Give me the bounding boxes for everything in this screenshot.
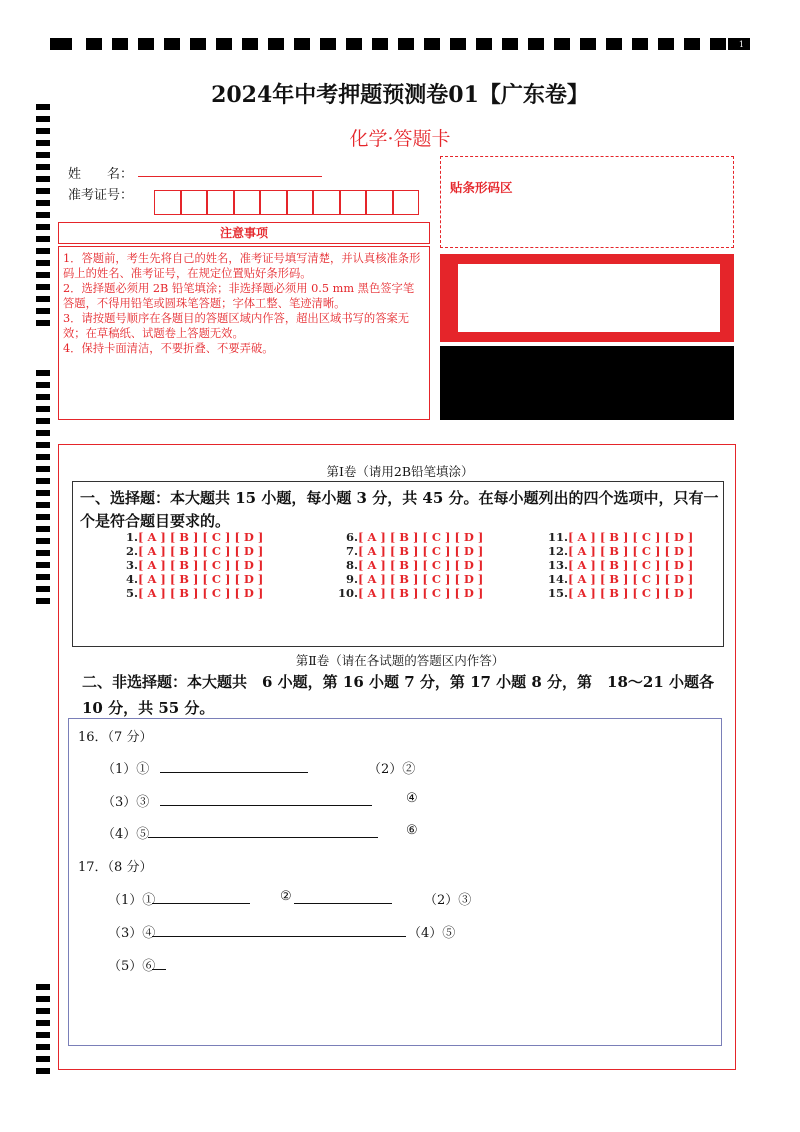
answer-blank[interactable] [152, 936, 406, 937]
timing-mark [36, 236, 50, 242]
id-digit-box[interactable] [313, 190, 340, 215]
timing-mark [36, 598, 50, 604]
page-number: 1 [738, 40, 744, 49]
absent-mark-area [458, 264, 720, 332]
timing-mark [36, 514, 50, 520]
notice-item: 2．选择题必须用 2B 铅笔填涂；非选择题必须用 0.5 mm 黑色签字笔答题，不得用铅笔或圆珠笔答题；字体工整、笔迹清晰。 [63, 282, 415, 310]
mc-option-bubbles[interactable]: [ A ] [ B ] [ C ] [ D ] [568, 530, 694, 544]
q16-part2: （2）② [368, 762, 416, 777]
barcode-area [440, 156, 734, 248]
timing-mark [36, 418, 50, 424]
mc-question-number: 5. [125, 586, 138, 600]
timing-mark [424, 38, 440, 50]
id-digit-box[interactable] [181, 190, 208, 215]
choice-section-title: 一、选择题：本大题共 15 小题，每小题 3 分，共 45 分。在每小题列出的四个选项中，只有一个是符合题目要求的。 [80, 489, 719, 530]
timing-mark [36, 200, 50, 206]
page-title: 2024年中考押题预测卷01【广东卷】 [211, 82, 589, 108]
timing-mark [36, 116, 50, 122]
timing-mark [502, 38, 518, 50]
timing-mark [36, 430, 50, 436]
mc-option-bubbles[interactable]: [ A ] [ B ] [ C ] [ D ] [358, 572, 484, 586]
mc-question-number: 12. [547, 544, 568, 558]
q17-header: 17．（8 分） [78, 860, 153, 875]
timing-mark [346, 38, 362, 50]
timing-mark [36, 260, 50, 266]
timing-mark [36, 996, 50, 1002]
timing-mark [658, 38, 674, 50]
timing-mark [36, 320, 50, 326]
page-subtitle: 化学·答题卡 [349, 128, 451, 150]
mc-option-bubbles[interactable]: [ A ] [ B ] [ C ] [ D ] [138, 558, 264, 572]
notice-item: 3．请按题号顺序在各题目的答题区域内作答，超出区域书写的答案无效；在草稿纸、试题卷上答题无效。 [63, 312, 410, 340]
answer-blank[interactable] [294, 903, 392, 904]
answer-blank[interactable] [152, 969, 166, 970]
mc-question-number: 11. [547, 530, 568, 544]
timing-mark [36, 502, 50, 508]
timing-mark [580, 38, 596, 50]
timing-mark [36, 296, 50, 302]
id-digit-box[interactable] [366, 190, 393, 215]
id-digit-box[interactable] [287, 190, 314, 215]
timing-mark [606, 38, 622, 50]
q16-part3: （3）③ [102, 795, 150, 810]
timing-mark [36, 1056, 50, 1062]
timing-mark [450, 38, 466, 50]
timing-mark [36, 538, 50, 544]
q16-part3b: ④ [406, 791, 418, 806]
mc-question-10 [326, 586, 483, 600]
timing-mark [36, 586, 50, 592]
timing-mark [36, 370, 50, 376]
mc-question-8 [326, 558, 483, 572]
q17-part2: （2）③ [424, 893, 472, 908]
mc-option-bubbles[interactable]: [ A ] [ B ] [ C ] [ D ] [138, 530, 264, 544]
mc-question-number: 8. [345, 558, 358, 572]
timing-mark [320, 38, 336, 50]
timing-mark [36, 382, 50, 388]
timing-mark [36, 1008, 50, 1014]
mc-question-number: 6. [345, 530, 358, 544]
timing-mark [36, 176, 50, 182]
mc-question-number: 7. [345, 544, 358, 558]
mc-option-bubbles[interactable]: [ A ] [ B ] [ C ] [ D ] [568, 586, 694, 600]
timing-mark [164, 38, 180, 50]
mc-question-3 [112, 558, 263, 572]
timing-mark [294, 38, 310, 50]
mc-question-12 [530, 544, 693, 558]
timing-mark [36, 272, 50, 278]
timing-mark [476, 38, 492, 50]
mc-question-number: 2. [125, 544, 138, 558]
timing-mark [36, 574, 50, 580]
mc-option-bubbles[interactable]: [ A ] [ B ] [ C ] [ D ] [358, 586, 484, 600]
timing-mark [86, 38, 102, 50]
q17-part1b: ② [280, 889, 292, 904]
mc-option-bubbles[interactable]: [ A ] [ B ] [ C ] [ D ] [568, 558, 694, 572]
id-digit-box[interactable] [260, 190, 287, 215]
mc-option-bubbles[interactable]: [ A ] [ B ] [ C ] [ D ] [568, 572, 694, 586]
timing-mark [36, 550, 50, 556]
notice-box [58, 246, 430, 420]
id-label: 准考证号： [68, 188, 134, 203]
mc-option-bubbles[interactable]: [ A ] [ B ] [ C ] [ D ] [138, 544, 264, 558]
mc-question-number: 3. [125, 558, 138, 572]
timing-mark [36, 224, 50, 230]
timing-mark [36, 526, 50, 532]
black-mark-block [440, 346, 734, 420]
mc-question-14 [530, 572, 693, 586]
part1-heading: 第Ⅰ卷（请用2B铅笔填涂） [326, 464, 474, 479]
mc-question-5 [112, 586, 263, 600]
timing-mark [112, 38, 128, 50]
answer-blank[interactable] [160, 805, 372, 806]
notice-item: 1．答题前，考生先将自己的姓名，准考证号填写清楚，并认真核准条形码上的姓名、准考证号，在规定位置贴好条形码。 [63, 252, 421, 280]
mc-option-bubbles[interactable]: [ A ] [ B ] [ C ] [ D ] [138, 572, 264, 586]
timing-mark [36, 454, 50, 460]
mc-question-13 [530, 558, 693, 572]
timing-mark [268, 38, 284, 50]
q17-part5: （5）⑥ [108, 959, 156, 974]
timing-mark [36, 308, 50, 314]
top-timing-marks [50, 38, 750, 52]
id-number-boxes[interactable] [154, 190, 419, 215]
mc-option-bubbles[interactable]: [ A ] [ B ] [ C ] [ D ] [358, 544, 484, 558]
timing-mark [372, 38, 388, 50]
q16-part4b: ⑥ [406, 823, 418, 838]
barcode-label: 贴条形码区 [450, 180, 513, 195]
mc-question-number: 10. [337, 586, 358, 600]
timing-mark [710, 38, 726, 50]
timing-mark [36, 490, 50, 496]
timing-mark [554, 38, 570, 50]
mc-option-bubbles[interactable]: [ A ] [ B ] [ C ] [ D ] [358, 558, 484, 572]
timing-mark [528, 38, 544, 50]
mc-question-number: 9. [345, 572, 358, 586]
mc-question-2 [112, 544, 263, 558]
timing-mark [50, 38, 72, 50]
mc-question-number: 13. [547, 558, 568, 572]
q17-part4: （4）⑤ [408, 926, 456, 941]
notice-heading: 注意事项 [58, 222, 430, 244]
answer-blank[interactable] [160, 772, 308, 773]
id-digit-box[interactable] [154, 190, 181, 215]
timing-mark [36, 152, 50, 158]
timing-mark [684, 38, 700, 50]
timing-mark [36, 1020, 50, 1026]
timing-mark [138, 38, 154, 50]
timing-mark [190, 38, 206, 50]
name-field[interactable] [138, 176, 322, 177]
q16-part4: （4）⑤ [102, 827, 150, 842]
q16-part1: （1）① [102, 762, 150, 777]
timing-mark [398, 38, 414, 50]
timing-mark [36, 1032, 50, 1038]
name-label: 姓 名： [68, 167, 134, 182]
timing-mark [242, 38, 258, 50]
mc-question-number: 15. [547, 586, 568, 600]
mc-question-number: 1. [125, 530, 138, 544]
mc-question-6 [326, 530, 483, 544]
timing-mark [36, 1068, 50, 1074]
timing-mark [216, 38, 232, 50]
mc-option-bubbles[interactable]: [ A ] [ B ] [ C ] [ D ] [568, 544, 694, 558]
mc-option-bubbles[interactable]: [ A ] [ B ] [ C ] [ D ] [138, 586, 264, 600]
notice-item: 4．保持卡面清洁，不要折叠、不要弄破。 [63, 342, 274, 355]
mc-question-7 [326, 544, 483, 558]
timing-mark [36, 394, 50, 400]
mc-question-1 [112, 530, 263, 544]
timing-mark [36, 1044, 50, 1050]
nonchoice-section-title: 二、非选择题：本大题共 6 小题，第 16 小题 7 分，第 17 小题 8 分，第 18～21 小题各 10 分，共 55 分。 [82, 673, 730, 717]
timing-mark [36, 164, 50, 170]
timing-mark [632, 38, 648, 50]
mc-question-11 [530, 530, 693, 544]
q17-part3: （3）④ [108, 926, 156, 941]
id-digit-box[interactable] [340, 190, 367, 215]
id-digit-box[interactable] [234, 190, 261, 215]
part2-heading: 第Ⅱ卷（请在各试题的答题区内作答） [295, 653, 505, 668]
mc-question-9 [326, 572, 483, 586]
timing-mark [36, 188, 50, 194]
mc-question-4 [112, 572, 263, 586]
answer-blank[interactable] [148, 837, 378, 838]
timing-mark [36, 984, 50, 990]
timing-mark [36, 562, 50, 568]
timing-mark [36, 284, 50, 290]
mc-question-number: 14. [547, 572, 568, 586]
mc-option-bubbles[interactable]: [ A ] [ B ] [ C ] [ D ] [358, 530, 484, 544]
timing-mark [36, 406, 50, 412]
timing-mark [36, 212, 50, 218]
id-digit-box[interactable] [207, 190, 234, 215]
timing-mark [36, 248, 50, 254]
mc-question-15 [530, 586, 693, 600]
mc-question-number: 4. [125, 572, 138, 586]
q16-header: 16．（7 分） [78, 730, 153, 745]
q17-part1: （1）① [108, 893, 156, 908]
timing-mark [36, 442, 50, 448]
answer-blank[interactable] [152, 903, 250, 904]
id-digit-box[interactable] [393, 190, 420, 215]
